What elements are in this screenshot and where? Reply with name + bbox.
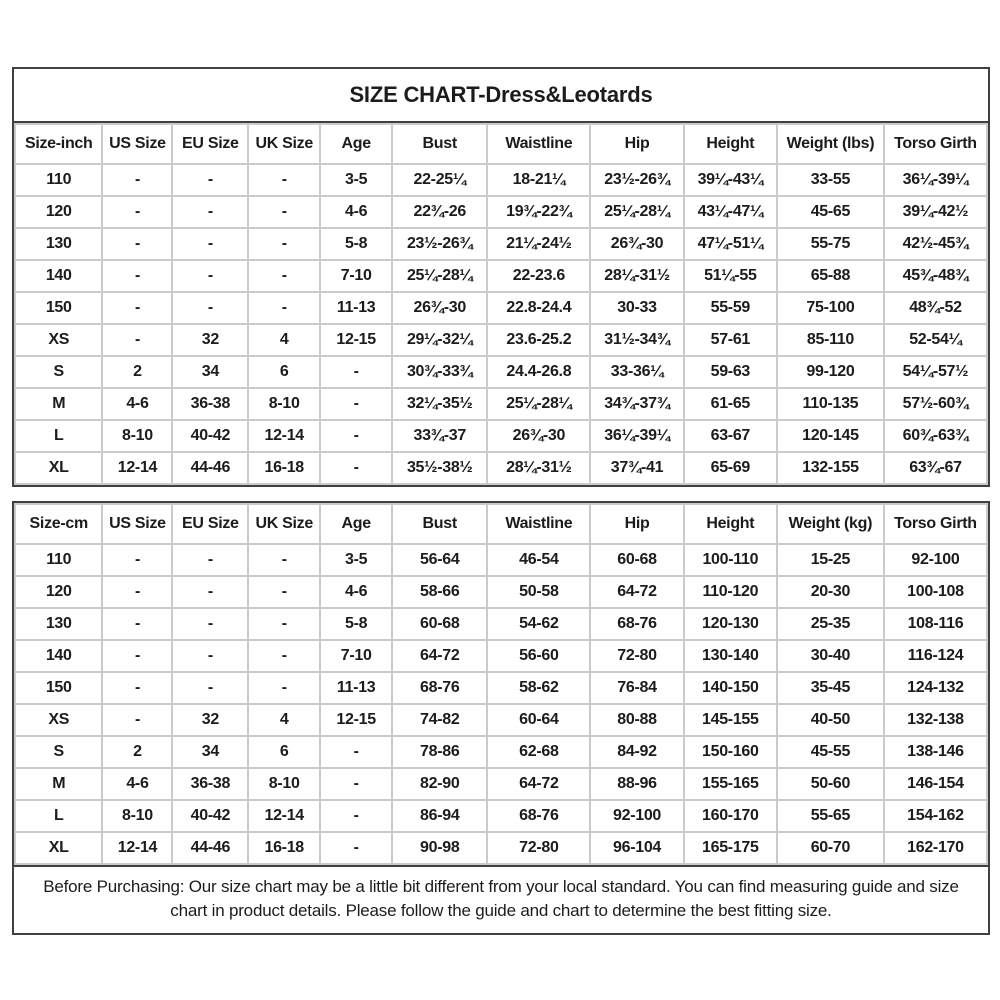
table-cell: 110 (15, 544, 102, 576)
table-cell: - (172, 228, 248, 260)
size-chart-inch-block (12, 67, 990, 487)
table-cell: 110-120 (684, 576, 777, 608)
table-cell: 88-96 (590, 768, 683, 800)
table-row (15, 736, 987, 768)
table-cell: 36-38 (172, 388, 248, 420)
table-cell: - (172, 640, 248, 672)
table-cell: - (248, 260, 320, 292)
table-cell: 52-54¼ (884, 324, 987, 356)
column-header: Age (320, 124, 392, 164)
table-cell: 8-10 (248, 388, 320, 420)
table-cell: - (320, 768, 392, 800)
table-row (15, 388, 987, 420)
table-cell: 32 (172, 704, 248, 736)
table-cell: 36¼-39¼ (590, 420, 683, 452)
table-cell: - (172, 544, 248, 576)
column-header: Bust (392, 124, 487, 164)
table-cell: 16-18 (248, 452, 320, 484)
table-cell: 80-88 (590, 704, 683, 736)
table-cell: 130 (15, 608, 102, 640)
table-cell: 60-68 (590, 544, 683, 576)
table-cell: 130 (15, 228, 102, 260)
table-cell: 92-100 (590, 800, 683, 832)
table-cell: 28¼-31½ (487, 452, 590, 484)
table-cell: 50-58 (487, 576, 590, 608)
table-cell: 124-132 (884, 672, 987, 704)
table-cell: - (320, 736, 392, 768)
table-cell: 33-36¼ (590, 356, 683, 388)
column-header: US Size (102, 124, 172, 164)
table-cell: - (320, 800, 392, 832)
table-cell: 100-110 (684, 544, 777, 576)
table-cell: - (320, 452, 392, 484)
table-cell: L (15, 800, 102, 832)
table-cell: 39¼-43¼ (684, 164, 777, 196)
table-cell: 4-6 (102, 388, 172, 420)
table-cell: 35-45 (777, 672, 884, 704)
table-cell: 25¼-28¼ (590, 196, 683, 228)
table-cell: 21¼-24½ (487, 228, 590, 260)
table-cell: - (248, 640, 320, 672)
table-cell: 11-13 (320, 672, 392, 704)
table-cell: 15-25 (777, 544, 884, 576)
table-cell: 54¼-57½ (884, 356, 987, 388)
column-header: Weight (kg) (777, 504, 884, 544)
table-cell: 132-138 (884, 704, 987, 736)
table-cell: 40-42 (172, 420, 248, 452)
table-cell: 31½-34¾ (590, 324, 683, 356)
table-cell: 100-108 (884, 576, 987, 608)
table-header-row (15, 124, 987, 164)
table-cell: 130-140 (684, 640, 777, 672)
table-cell: - (102, 640, 172, 672)
table-cell: 34 (172, 356, 248, 388)
table-cell: 24.4-26.8 (487, 356, 590, 388)
table-cell: - (102, 608, 172, 640)
table-row (15, 356, 987, 388)
size-chart-cm-block (12, 501, 990, 935)
table-cell: - (102, 228, 172, 260)
table-cell: 43¼-47¼ (684, 196, 777, 228)
table-cell: 165-175 (684, 832, 777, 864)
table-row (15, 576, 987, 608)
table-cell: - (102, 260, 172, 292)
table-row (15, 640, 987, 672)
size-table-inch (14, 123, 988, 485)
table-cell: 4 (248, 704, 320, 736)
table-cell: 25¼-28¼ (392, 260, 487, 292)
table-cell: 12-15 (320, 324, 392, 356)
table-cell: 108-116 (884, 608, 987, 640)
table-cell: 42½-45¾ (884, 228, 987, 260)
table-cell: 68-76 (590, 608, 683, 640)
table-cell: 22.8-24.4 (487, 292, 590, 324)
table-cell: 29¼-32¼ (392, 324, 487, 356)
table-cell: 6 (248, 356, 320, 388)
table-cell: 26¾-30 (487, 420, 590, 452)
table-cell: 34 (172, 736, 248, 768)
table-cell: 26¾-30 (590, 228, 683, 260)
table-cell: 57½-60¾ (884, 388, 987, 420)
header-row (15, 504, 987, 544)
table-cell: 50-60 (777, 768, 884, 800)
table-cell: 58-66 (392, 576, 487, 608)
page-title: SIZE CHART-Dress&Leotards (14, 69, 988, 123)
table-cell: 62-68 (487, 736, 590, 768)
table-cell: 116-124 (884, 640, 987, 672)
table-cell: 150 (15, 292, 102, 324)
table-cell: 30¾-33¾ (392, 356, 487, 388)
table-cell: 160-170 (684, 800, 777, 832)
table-cell: 35½-38½ (392, 452, 487, 484)
table-cell: 138-146 (884, 736, 987, 768)
table-cell: 47¼-51¼ (684, 228, 777, 260)
table-cell: 65-88 (777, 260, 884, 292)
table-cell: 3-5 (320, 164, 392, 196)
table-cell: S (15, 356, 102, 388)
table-cell: 64-72 (392, 640, 487, 672)
table-cell: 33-55 (777, 164, 884, 196)
table-cell: 2 (102, 356, 172, 388)
table-cell: - (172, 292, 248, 324)
table-row (15, 196, 987, 228)
table-cell: 110 (15, 164, 102, 196)
table-cell: 72-80 (487, 832, 590, 864)
purchase-note: Before Purchasing: Our size chart may be a little bit different from your local standard. You can find measuring guide and size chart in product details. Please follow the guide and chart to determine the best fitting size. (14, 865, 988, 933)
column-header: EU Size (172, 124, 248, 164)
column-header: UK Size (248, 504, 320, 544)
table-cell: 5-8 (320, 608, 392, 640)
table-cell: 60-68 (392, 608, 487, 640)
table-cell: XL (15, 452, 102, 484)
table-cell: 60-70 (777, 832, 884, 864)
table-cell: 68-76 (487, 800, 590, 832)
table-cell: - (102, 544, 172, 576)
table-cell: 60-64 (487, 704, 590, 736)
table-cell: 11-13 (320, 292, 392, 324)
table-cell: - (320, 356, 392, 388)
table-cell: 55-75 (777, 228, 884, 260)
table-cell: 140 (15, 260, 102, 292)
table-row (15, 544, 987, 576)
table-cell: 63-67 (684, 420, 777, 452)
table-cell: 55-59 (684, 292, 777, 324)
table-cell: - (172, 196, 248, 228)
table-cell: 30-33 (590, 292, 683, 324)
table-cell: - (320, 388, 392, 420)
table-cell: 34¾-37¾ (590, 388, 683, 420)
table-cell: 51¼-55 (684, 260, 777, 292)
table-cell: - (248, 164, 320, 196)
table-cell: 36¼-39¼ (884, 164, 987, 196)
table-cell: 155-165 (684, 768, 777, 800)
table-cell: 25¼-28¼ (487, 388, 590, 420)
table-cell: 8-10 (102, 420, 172, 452)
table-cell: 110-135 (777, 388, 884, 420)
table-cell: 76-84 (590, 672, 683, 704)
table-cell: 132-155 (777, 452, 884, 484)
table-cell: 145-155 (684, 704, 777, 736)
table-cell: - (172, 576, 248, 608)
table-cell: 7-10 (320, 260, 392, 292)
table-cell: - (102, 576, 172, 608)
table-cell: 56-60 (487, 640, 590, 672)
table-cell: 30-40 (777, 640, 884, 672)
table-cell: - (248, 544, 320, 576)
table-cell: 32¼-35½ (392, 388, 487, 420)
table-cell: 57-61 (684, 324, 777, 356)
table-cell: 86-94 (392, 800, 487, 832)
column-header: Bust (392, 504, 487, 544)
column-header: UK Size (248, 124, 320, 164)
table-cell: 22¾-26 (392, 196, 487, 228)
table-cell: 45¾-48¾ (884, 260, 987, 292)
table-cell: 8-10 (102, 800, 172, 832)
table-cell: 59-63 (684, 356, 777, 388)
table-cell: 8-10 (248, 768, 320, 800)
table-cell: 12-14 (102, 452, 172, 484)
table-cell: - (248, 576, 320, 608)
table-row (15, 452, 987, 484)
table-row (15, 260, 987, 292)
table-cell: 20-30 (777, 576, 884, 608)
column-header: Age (320, 504, 392, 544)
table-cell: 12-14 (248, 420, 320, 452)
table-row (15, 832, 987, 864)
table-cell: - (102, 704, 172, 736)
table-row (15, 324, 987, 356)
table-cell: 45-55 (777, 736, 884, 768)
table-cell: 56-64 (392, 544, 487, 576)
table-cell: 61-65 (684, 388, 777, 420)
size-chart-page (12, 67, 990, 935)
table-cell: 5-8 (320, 228, 392, 260)
column-header: Waistline (487, 124, 590, 164)
table-row (15, 292, 987, 324)
table-cell: - (102, 292, 172, 324)
column-header: Waistline (487, 504, 590, 544)
table-cell: 2 (102, 736, 172, 768)
table-cell: L (15, 420, 102, 452)
header-row (15, 124, 987, 164)
table-cell: 39¼-42½ (884, 196, 987, 228)
column-header: US Size (102, 504, 172, 544)
table-cell: 40-50 (777, 704, 884, 736)
table-cell: 84-92 (590, 736, 683, 768)
table-cell: - (248, 196, 320, 228)
table-cell: XS (15, 324, 102, 356)
table-cell: 3-5 (320, 544, 392, 576)
table-cell: - (172, 608, 248, 640)
table-cell: 12-15 (320, 704, 392, 736)
table-row (15, 768, 987, 800)
column-header: Size-cm (15, 504, 102, 544)
table-cell: 23½-26¾ (590, 164, 683, 196)
table-cell: 19¾-22¾ (487, 196, 590, 228)
table-cell: 120 (15, 196, 102, 228)
table-cell: 120-145 (777, 420, 884, 452)
table-cell: 48¾-52 (884, 292, 987, 324)
column-header: Hip (590, 504, 683, 544)
table-cell: 28¼-31½ (590, 260, 683, 292)
size-table-cm (14, 503, 988, 865)
table-cell: 58-62 (487, 672, 590, 704)
table-cell: 120 (15, 576, 102, 608)
table-cell: 44-46 (172, 452, 248, 484)
table-cell: 22-25¼ (392, 164, 487, 196)
table-cell: - (320, 420, 392, 452)
table-cell: 54-62 (487, 608, 590, 640)
column-header: Size-inch (15, 124, 102, 164)
table-cell: M (15, 388, 102, 420)
table-cell: 12-14 (248, 800, 320, 832)
table-cell: 75-100 (777, 292, 884, 324)
table-cell: - (320, 832, 392, 864)
table-cell: 68-76 (392, 672, 487, 704)
table-cell: 33¾-37 (392, 420, 487, 452)
table-cell: 45-65 (777, 196, 884, 228)
table-cell: 90-98 (392, 832, 487, 864)
table-cell: 150 (15, 672, 102, 704)
table-cell: 25-35 (777, 608, 884, 640)
column-header: Torso Girth (884, 124, 987, 164)
column-header: Height (684, 124, 777, 164)
table-cell: 26¾-30 (392, 292, 487, 324)
table-row (15, 228, 987, 260)
table-row (15, 800, 987, 832)
table-cell: 162-170 (884, 832, 987, 864)
table-cell: 120-130 (684, 608, 777, 640)
table-row (15, 164, 987, 196)
table-cell: - (248, 672, 320, 704)
table-cell: 146-154 (884, 768, 987, 800)
column-header: Weight (lbs) (777, 124, 884, 164)
table-cell: XL (15, 832, 102, 864)
table-cell: 23½-26¾ (392, 228, 487, 260)
table-cell: 4-6 (320, 576, 392, 608)
table-cell: 37¾-41 (590, 452, 683, 484)
table-cell: - (172, 672, 248, 704)
table-cell: 96-104 (590, 832, 683, 864)
table-cell: 85-110 (777, 324, 884, 356)
table-cell: 92-100 (884, 544, 987, 576)
table-cell: - (102, 324, 172, 356)
table-cell: - (248, 608, 320, 640)
table-cell: 65-69 (684, 452, 777, 484)
table-cell: 6 (248, 736, 320, 768)
table-cell: 36-38 (172, 768, 248, 800)
table-cell: - (172, 164, 248, 196)
table-cell: - (102, 672, 172, 704)
table-cell: 4-6 (102, 768, 172, 800)
table-cell: 22-23.6 (487, 260, 590, 292)
table-cell: - (102, 196, 172, 228)
table-cell: 55-65 (777, 800, 884, 832)
table-cell: 150-160 (684, 736, 777, 768)
table-cell: M (15, 768, 102, 800)
table-cell: 12-14 (102, 832, 172, 864)
table-cell: - (172, 260, 248, 292)
table-cell: - (248, 228, 320, 260)
table-cell: - (248, 292, 320, 324)
table-cell: 140 (15, 640, 102, 672)
table-cell: 63¾-67 (884, 452, 987, 484)
table-cell: 64-72 (590, 576, 683, 608)
table-cell: 74-82 (392, 704, 487, 736)
table-cell: 44-46 (172, 832, 248, 864)
table-cell: S (15, 736, 102, 768)
table-cell: - (102, 164, 172, 196)
table-cell: 78-86 (392, 736, 487, 768)
table-row (15, 704, 987, 736)
table-cell: 32 (172, 324, 248, 356)
table-cell: 4 (248, 324, 320, 356)
table-cell: 154-162 (884, 800, 987, 832)
table-cell: 140-150 (684, 672, 777, 704)
column-header: Height (684, 504, 777, 544)
table-cell: 60¾-63¾ (884, 420, 987, 452)
table-cell: XS (15, 704, 102, 736)
column-header: Torso Girth (884, 504, 987, 544)
table-row (15, 420, 987, 452)
table-cell: 82-90 (392, 768, 487, 800)
table-cell: 18-21¼ (487, 164, 590, 196)
table-cell: 99-120 (777, 356, 884, 388)
table-cell: 23.6-25.2 (487, 324, 590, 356)
table-cell: 72-80 (590, 640, 683, 672)
table-row (15, 608, 987, 640)
column-header: EU Size (172, 504, 248, 544)
table-cell: 4-6 (320, 196, 392, 228)
table-cell: 40-42 (172, 800, 248, 832)
table-cell: 7-10 (320, 640, 392, 672)
column-header: Hip (590, 124, 683, 164)
table-cell: 16-18 (248, 832, 320, 864)
table-cell: 64-72 (487, 768, 590, 800)
table-row (15, 672, 987, 704)
table-cell: 46-54 (487, 544, 590, 576)
table-header-row (15, 504, 987, 544)
